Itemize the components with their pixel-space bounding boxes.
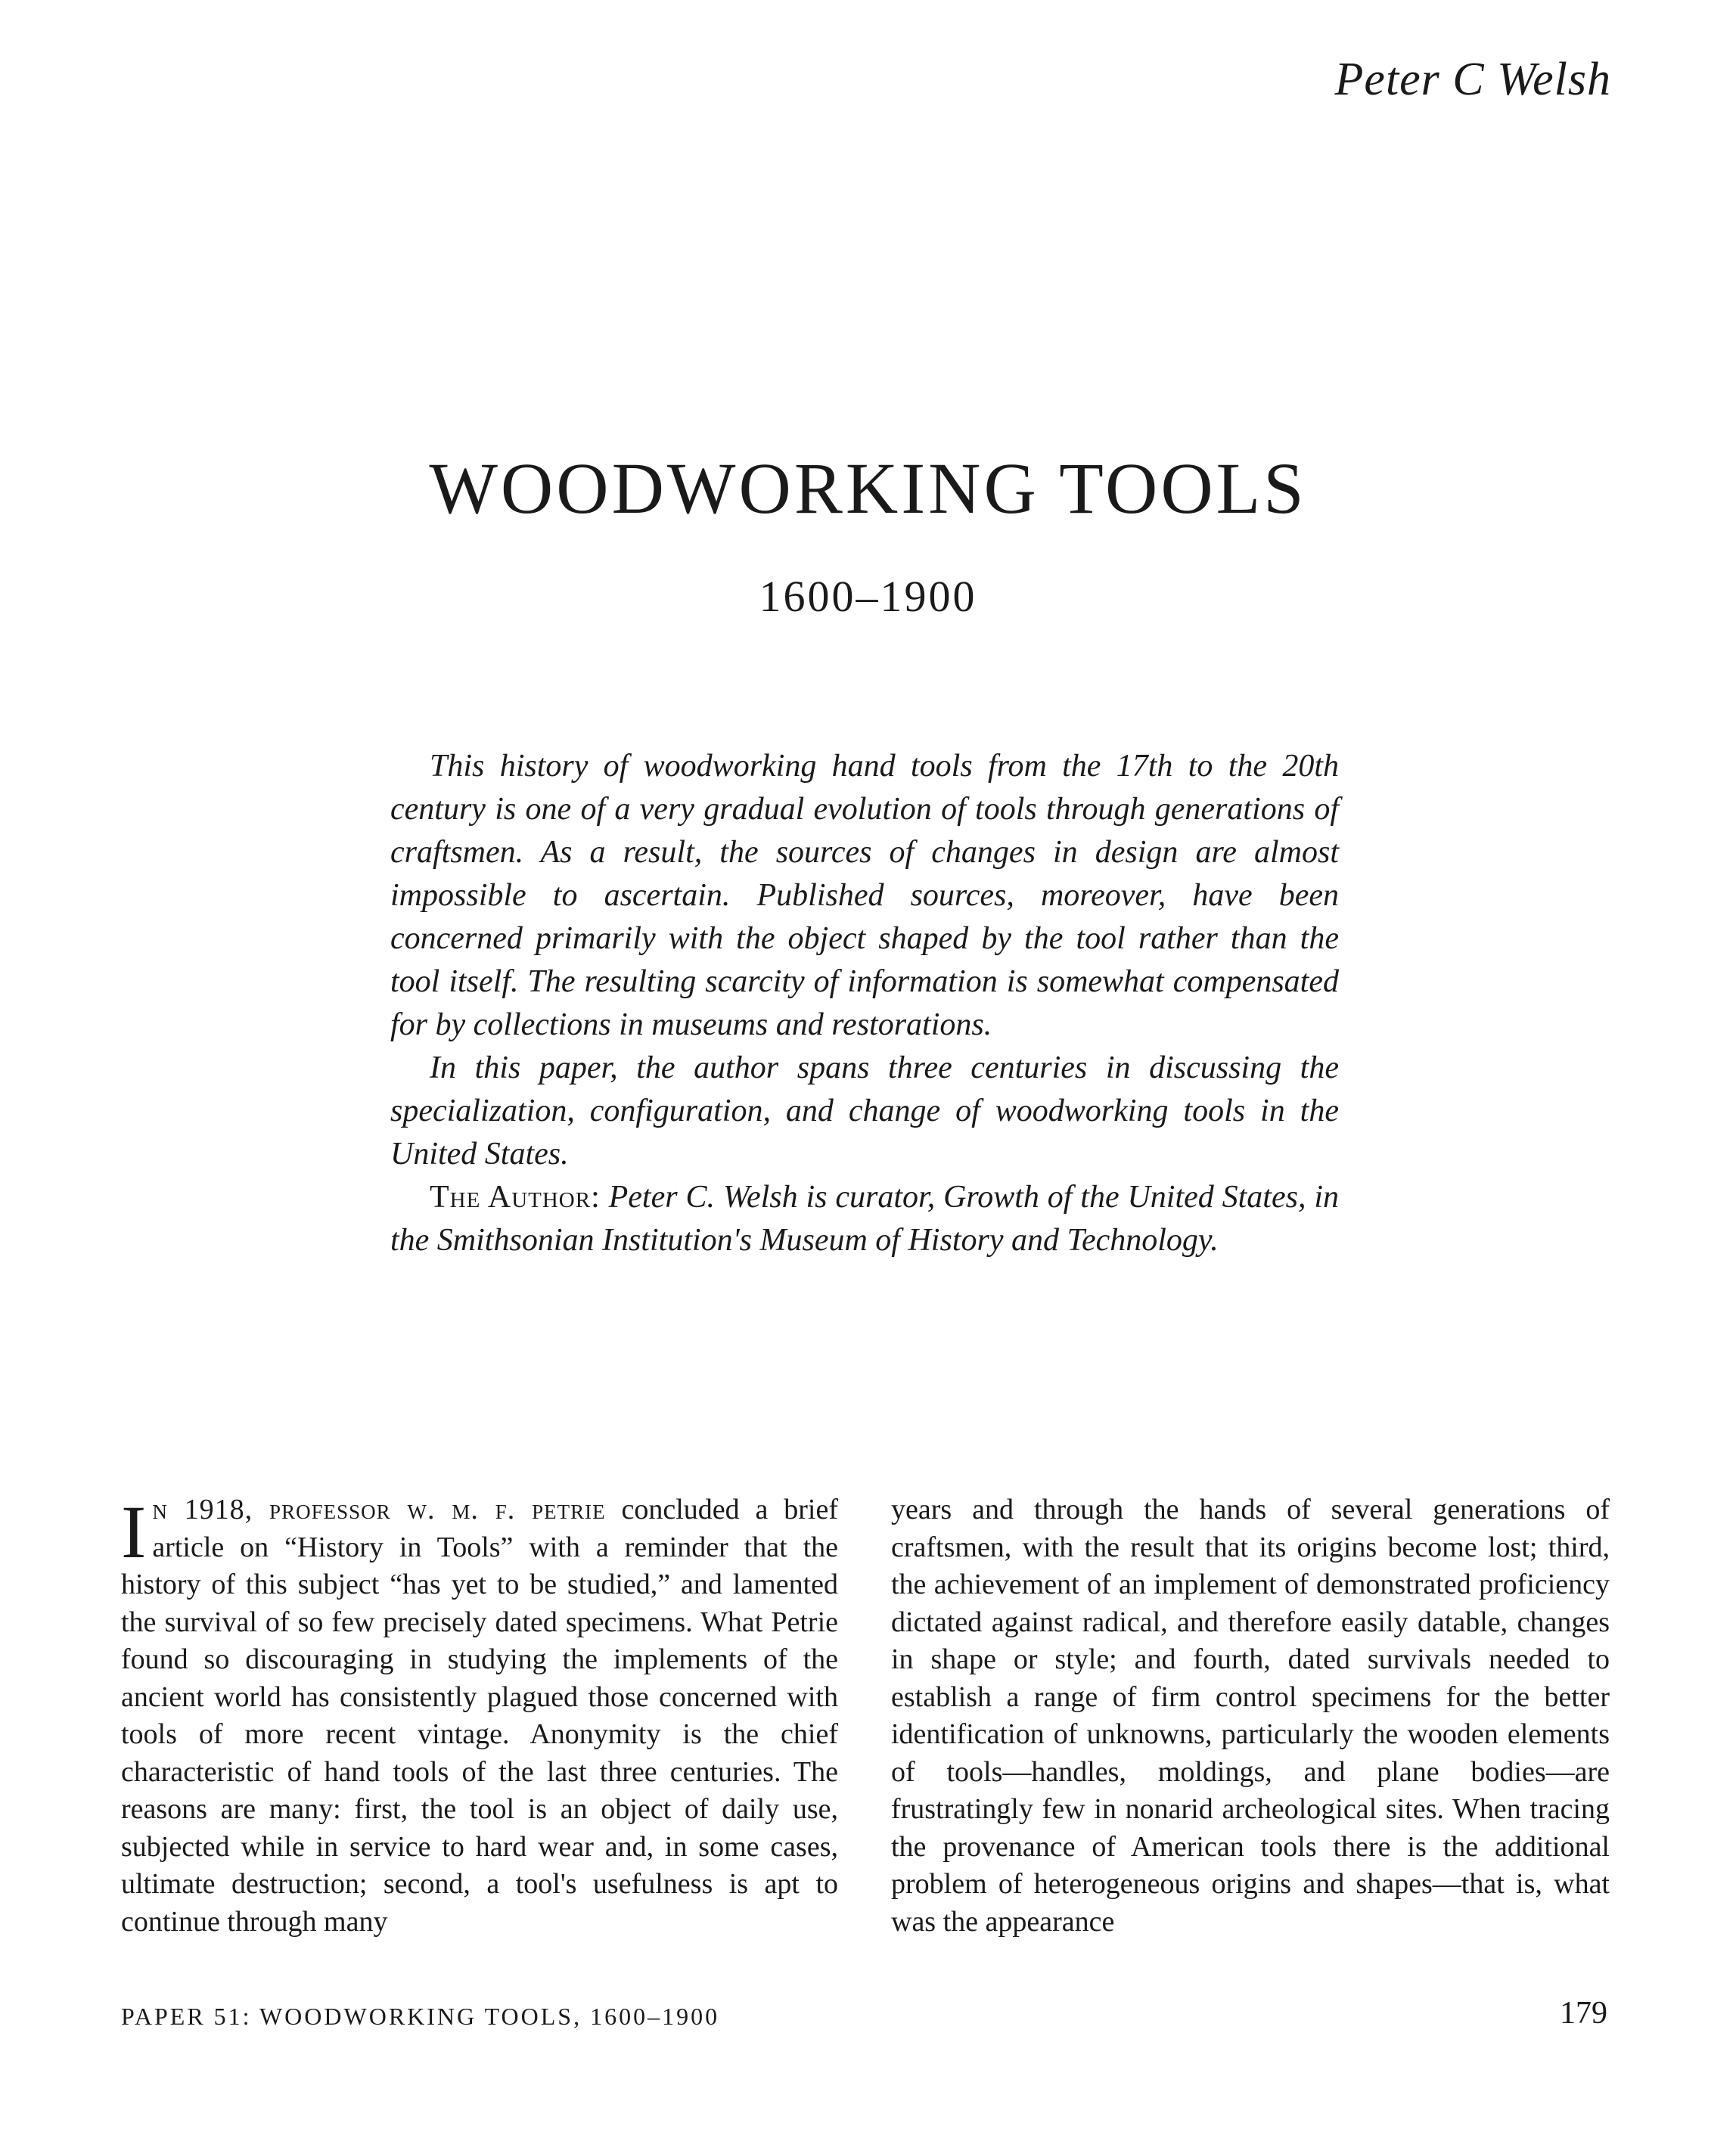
- abstract-paragraph-1: This history of woodworking hand tools from the 17th to the 20th century is one of a very gradual evolution of tools through generations of craftsmen. As a result, the sources of changes in design are almost impossible to ascertain. Published sources, moreover, have been concerned primarily with the object shaped by the tool rather than the tool itself. The resulting scarcity of information is somewhat compensated for by collections in museums and restorations.: [390, 749, 1339, 1042]
- author-note-label: The Author:: [430, 1180, 601, 1215]
- abstract-paragraph-2: In this paper, the author spans three centuries in discussing the specialization, configuration, and change of woodworking tools in the United States.: [390, 1050, 1339, 1172]
- article-date-range: 1600–1900: [759, 572, 977, 621]
- author-note-text: Peter C. Welsh is curator, Growth of the United States, in the Smithsonian Institution's Museum of History and Technology.: [390, 1180, 1339, 1258]
- running-author-header: Peter C Welsh: [1334, 54, 1611, 105]
- running-footer-title: PAPER 51: WOODWORKING TOOLS, 1600–1900: [121, 2003, 720, 2030]
- drop-cap: I: [121, 1490, 147, 1574]
- right-column-text: years and through the hands of several generations of craftsmen, with the result that its origins become lost; third, the achievement of an implement of demonstrated proficiency dictated against radical, and therefore easily datable, changes in shape or style; and fourth, dated survivals needed to establish a range of firm control specimens for the better identification of unknowns, particularly the wooden elements of tools—handles, moldings, and plane bodies—are frustratingly few in nonarid archeological sites. When tracing the provenance of American tools there is the additional problem of heterogeneous origins and shapes—that is, what was the appearance: [891, 1494, 1610, 1938]
- page-number: 179: [1560, 1996, 1607, 2031]
- abstract: [390, 745, 1339, 1262]
- lead-in-text: n 1918, professor w. m. f. petrie: [152, 1494, 606, 1525]
- left-column-text: concluded a brief article on “History in Tools” with a reminder that the history of this subject “has yet to be studied,” and lamented the survival of so few precisely dated specimens. What Petrie found so discouraging in studying the implements of the ancient world has consistently plagued those concerned with tools of more recent vintage. Anonymity is the chief characteristic of hand tools of the last three centuries. The reasons are many: first, the tool is an object of daily use, subjected while in service to hard wear and, in some cases, ultimate destruction; second, a tool's usefulness is apt to continue through many: [121, 1494, 838, 1938]
- body-column-right: [891, 1491, 1610, 1941]
- article-title: WOODWORKING TOOLS: [429, 448, 1307, 529]
- author-note: [390, 1176, 1339, 1262]
- body-column-left: [121, 1491, 838, 1941]
